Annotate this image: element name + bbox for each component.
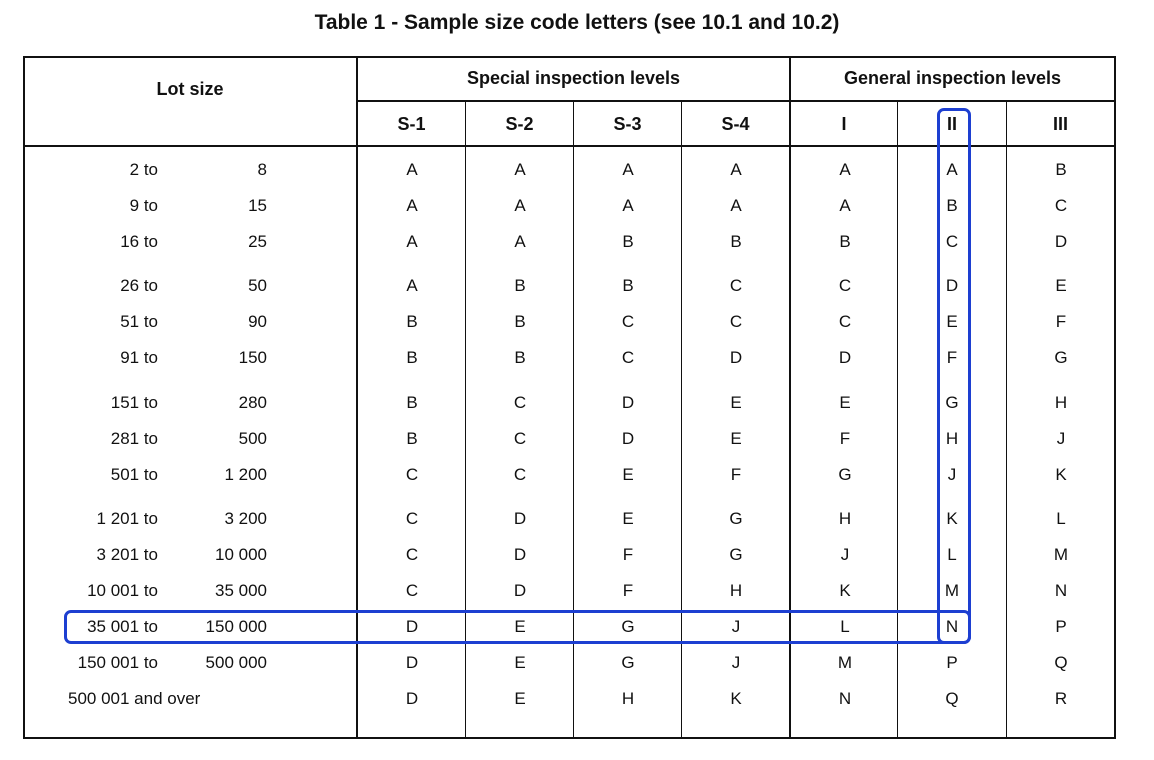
code-letter-cell: H — [729, 581, 743, 600]
code-letter-cell: D — [513, 581, 527, 600]
code-letter-cell: A — [622, 196, 634, 215]
code-letter-cell: C — [513, 393, 527, 412]
lot-size-to: 8 — [257, 160, 267, 179]
code-letter-cell: F — [839, 429, 851, 448]
code-letter-cell: E — [622, 509, 634, 528]
lot-size-to: 3 200 — [224, 509, 267, 528]
code-letter-cell: B — [514, 348, 526, 367]
code-letter-cell: C — [729, 276, 743, 295]
code-letter-cell: B — [622, 232, 634, 251]
lot-size-from: 151 to — [110, 393, 158, 412]
code-letter-cell: B — [514, 312, 526, 331]
code-letter-cell: E — [514, 653, 526, 672]
lot-size-to: 50 — [248, 276, 267, 295]
code-letter-cell: L — [1056, 509, 1066, 528]
code-letter-cell: F — [622, 545, 634, 564]
code-letter-cell: G — [838, 465, 852, 484]
code-letter-cell: N — [1054, 581, 1068, 600]
lot-size-to: 15 — [248, 196, 267, 215]
header-lot-size: Lot size — [156, 79, 224, 99]
code-letter-cell: A — [622, 160, 634, 179]
code-letter-cell: D — [405, 617, 419, 636]
lot-size-from: 91 to — [120, 348, 158, 367]
header-s4: S-4 — [721, 114, 750, 134]
highlight-row-35001 — [64, 610, 971, 644]
code-letter-cell: E — [622, 465, 634, 484]
code-letter-cell: B — [839, 232, 851, 251]
header-s1: S-1 — [397, 114, 426, 134]
code-letter-cell: A — [730, 160, 742, 179]
lot-size-from: 16 to — [120, 232, 158, 251]
code-letter-cell: C — [621, 348, 635, 367]
lot-size-to: 280 — [238, 393, 267, 412]
lot-size-to: 35 000 — [215, 581, 267, 600]
lot-size-from: 9 to — [129, 196, 158, 215]
lot-size-to: 1 200 — [224, 465, 267, 484]
lot-size-from: 2 to — [129, 160, 158, 179]
code-letter-cell: C — [405, 465, 419, 484]
code-letter-cell: Q — [945, 689, 959, 708]
code-letter-cell: C — [405, 545, 419, 564]
highlight-column-ii — [937, 108, 971, 644]
code-letter-cell: E — [839, 393, 851, 412]
code-letter-cell: P — [1055, 617, 1067, 636]
code-letter-cell: D — [621, 393, 635, 412]
code-letter-cell: D — [729, 348, 743, 367]
code-letter-cell: L — [840, 617, 850, 636]
code-letter-cell: M — [1053, 545, 1069, 564]
code-letter-cell: B — [730, 232, 742, 251]
code-letter-cell: F — [730, 465, 742, 484]
code-letter-cell: F — [622, 581, 634, 600]
code-letter-cell: M — [837, 653, 853, 672]
code-letter-cell: D — [405, 653, 419, 672]
code-letter-cell: B — [406, 393, 418, 412]
code-letter-cell: N — [945, 617, 959, 636]
code-letter-cell: A — [406, 196, 418, 215]
code-letter-cell: E — [730, 429, 742, 448]
lot-size-from: 51 to — [120, 312, 158, 331]
code-letter-cell: C — [729, 312, 743, 331]
lot-size-range: 500 001 and over — [68, 689, 201, 708]
header-special-levels: Special inspection levels — [466, 68, 681, 88]
code-letter-cell: A — [946, 160, 958, 179]
lot-size-from: 501 to — [110, 465, 158, 484]
code-letter-cell: D — [945, 276, 959, 295]
code-letter-cell: D — [405, 689, 419, 708]
code-letter-cell: B — [406, 429, 418, 448]
code-letter-cell: A — [730, 196, 742, 215]
code-letter-cell: K — [1055, 465, 1067, 484]
code-letter-cell: K — [839, 581, 851, 600]
lot-size-from: 1 201 to — [96, 509, 158, 528]
header-i: I — [841, 114, 847, 134]
code-letter-cell: C — [513, 465, 527, 484]
lot-size-from: 150 001 to — [77, 653, 158, 672]
code-letter-cell: K — [946, 509, 958, 528]
code-letter-cell: C — [838, 312, 852, 331]
lot-size-from: 35 001 to — [87, 617, 158, 636]
code-letter-cell: A — [406, 276, 418, 295]
code-letter-cell: G — [729, 509, 743, 528]
code-letter-cell: B — [514, 276, 526, 295]
header-s2: S-2 — [505, 114, 534, 134]
code-letter-cell: A — [406, 232, 418, 251]
code-letter-cell: H — [621, 689, 635, 708]
lot-size-to: 500 000 — [205, 653, 267, 672]
code-letter-cell: E — [946, 312, 958, 331]
lot-size-to: 90 — [248, 312, 267, 331]
header-iii: III — [1052, 114, 1068, 134]
lot-size-to: 150 000 — [205, 617, 267, 636]
code-letter-cell: C — [405, 509, 419, 528]
code-letter-cell: Q — [1054, 653, 1068, 672]
code-letter-cell: D — [621, 429, 635, 448]
code-letter-cell: K — [730, 689, 742, 708]
code-letter-cell: E — [514, 689, 526, 708]
code-letter-cell: P — [946, 653, 958, 672]
code-letter-cell: F — [1055, 312, 1067, 331]
code-letter-cell: J — [731, 617, 741, 636]
code-letter-cell: E — [514, 617, 526, 636]
code-letter-cell: G — [621, 617, 635, 636]
code-letter-cell: J — [1056, 429, 1066, 448]
lot-size-to: 150 — [238, 348, 267, 367]
code-letter-cell: J — [947, 465, 957, 484]
code-letter-cell: C — [513, 429, 527, 448]
code-letter-cell: B — [406, 348, 418, 367]
code-letter-cell: C — [405, 581, 419, 600]
code-letter-cell: A — [514, 196, 526, 215]
code-letter-cell: D — [513, 509, 527, 528]
code-letter-cell: B — [406, 312, 418, 331]
code-letter-cell: D — [513, 545, 527, 564]
lot-size-from: 3 201 to — [96, 545, 158, 564]
code-letter-cell: H — [1054, 393, 1068, 412]
lot-size-to: 10 000 — [215, 545, 267, 564]
code-letter-cell: J — [840, 545, 850, 564]
code-letter-cell: G — [945, 393, 959, 412]
lot-size-from: 26 to — [120, 276, 158, 295]
code-letter-cell: L — [947, 545, 957, 564]
code-letter-cell: E — [1055, 276, 1067, 295]
code-letter-cell: H — [945, 429, 959, 448]
code-letter-cell: M — [944, 581, 960, 600]
code-letter-cell: R — [1054, 689, 1068, 708]
code-letter-cell: C — [838, 276, 852, 295]
lot-size-to: 25 — [248, 232, 267, 251]
lot-size-to: 500 — [238, 429, 267, 448]
code-letter-cell: A — [514, 160, 526, 179]
lot-size-from: 281 to — [110, 429, 158, 448]
code-letter-cell: E — [730, 393, 742, 412]
table-title: Table 1 - Sample size code letters (see 10.1 and 10.2) — [314, 11, 840, 34]
code-letter-cell: A — [839, 196, 851, 215]
code-letter-cell: H — [838, 509, 852, 528]
code-letter-cell: D — [1054, 232, 1068, 251]
code-letter-cell: D — [838, 348, 852, 367]
code-letter-cell: G — [729, 545, 743, 564]
code-letter-cell: F — [946, 348, 958, 367]
code-letter-cell: A — [839, 160, 851, 179]
code-letter-cell: G — [621, 653, 635, 672]
code-letter-cell: C — [945, 232, 959, 251]
header-s3: S-3 — [613, 114, 642, 134]
code-letter-cell: J — [731, 653, 741, 672]
lot-size-from: 10 001 to — [87, 581, 158, 600]
header-ii: II — [946, 114, 957, 134]
code-letter-cell: N — [838, 689, 852, 708]
code-letter-cell: B — [1055, 160, 1067, 179]
code-letter-cell: G — [1054, 348, 1068, 367]
code-letter-cell: B — [622, 276, 634, 295]
header-general-levels: General inspection levels — [843, 68, 1062, 88]
code-letter-cell: A — [514, 232, 526, 251]
code-letter-cell: B — [946, 196, 958, 215]
code-letter-cell: C — [621, 312, 635, 331]
code-letter-cell: A — [406, 160, 418, 179]
code-letter-cell: C — [1054, 196, 1068, 215]
